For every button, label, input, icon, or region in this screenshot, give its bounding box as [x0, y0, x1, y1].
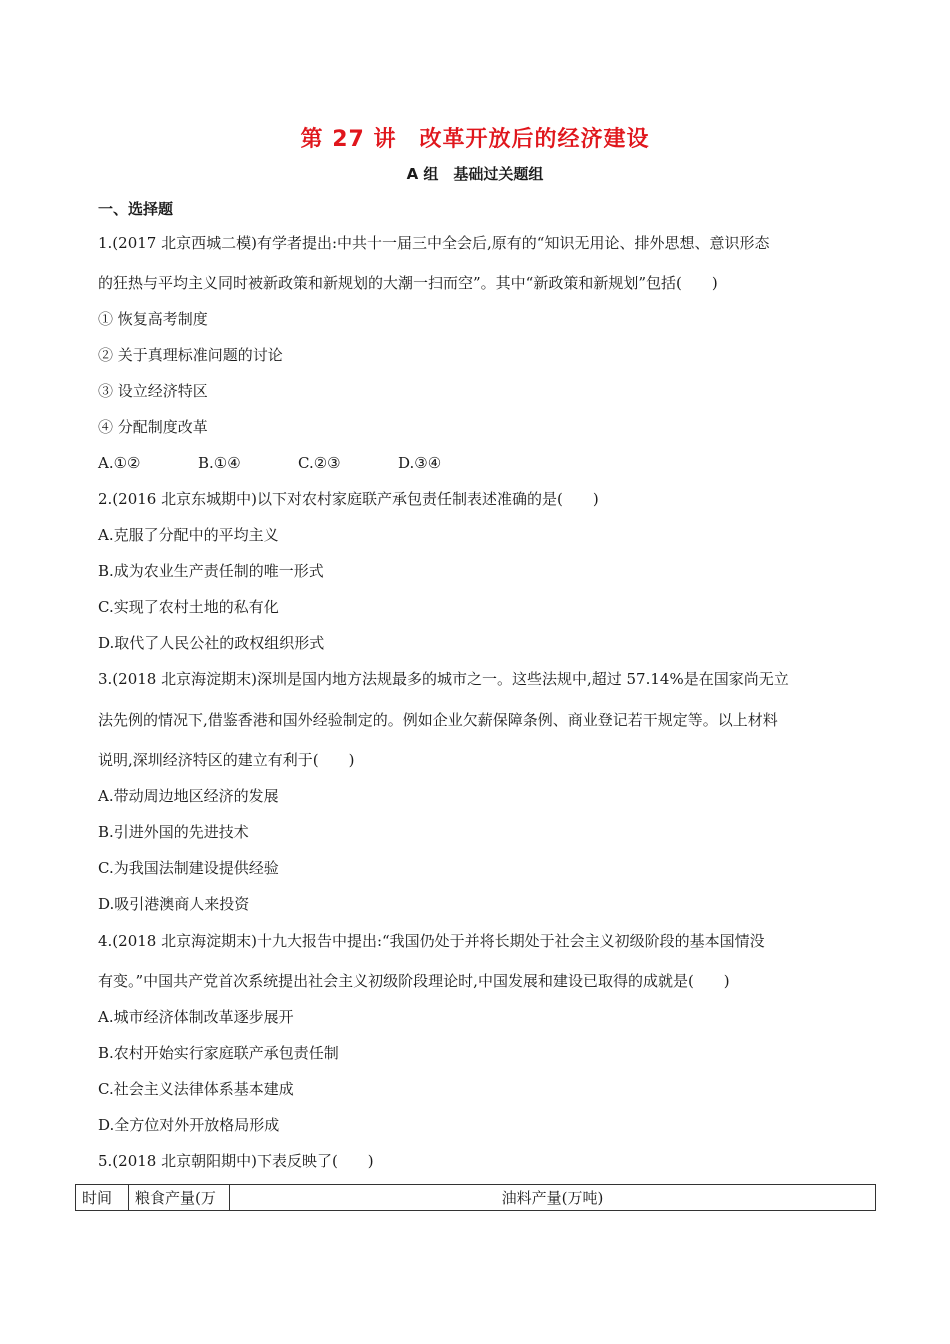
q5-stem: 5.(2018 北京朝阳期中)下表反映了( ) — [98, 1152, 374, 1170]
q1-item-1: ① 恢复高考制度 — [98, 310, 208, 328]
q4-option-b[interactable]: B.农村开始实行家庭联产承包责任制 — [98, 1044, 339, 1062]
q3-stem-line2: 法先例的情况下,借鉴香港和国外经验制定的。例如企业欠薪保障条例、商业登记若干规定等。以上材料 — [98, 711, 778, 729]
q4-stem-line1: 4.(2018 北京海淀期末)十九大报告中提出:“我国仍处于并将长期处于社会主义初级阶段的基本国情没 — [98, 932, 765, 950]
q3-option-d[interactable]: D.吸引港澳商人来投资 — [98, 895, 250, 913]
q1-stem-line2: 的狂热与平均主义同时被新政策和新规划的大潮一扫而空”。其中“新政策和新规划”包括( ) — [98, 274, 718, 292]
table-header-cell: 时间 — [76, 1185, 129, 1211]
q2-option-b[interactable]: B.成为农业生产责任制的唯一形式 — [98, 562, 324, 580]
q3-stem-line1: 3.(2018 北京海淀期末)深圳是国内地方法规最多的城市之一。这些法规中,超过 57.14%是在国家尚无立 — [98, 670, 789, 688]
q1-option-c[interactable]: C.②③ — [298, 454, 341, 472]
q2-option-d[interactable]: D.取代了人民公社的政权组织形式 — [98, 634, 325, 652]
q1-stem-line1: 1.(2017 北京西城二模)有学者提出:中共十一届三中全会后,原有的“知识无用论、排外思想、意识形态 — [98, 234, 770, 252]
q2-option-a[interactable]: A.克服了分配中的平均主义 — [98, 526, 279, 544]
q4-option-a[interactable]: A.城市经济体制改革逐步展开 — [98, 1008, 294, 1026]
q2-option-c[interactable]: C.实现了农村土地的私有化 — [98, 598, 279, 616]
table-header-cell: 粮食产量(万 — [129, 1185, 230, 1211]
q1-item-4: ④ 分配制度改革 — [98, 418, 208, 436]
q3-option-c[interactable]: C.为我国法制建设提供经验 — [98, 859, 279, 877]
q1-option-b[interactable]: B.①④ — [198, 454, 241, 472]
q1-options — [98, 453, 498, 473]
q3-stem-line3: 说明,深圳经济特区的建立有利于( ) — [98, 751, 355, 769]
section-heading: 一、选择题 — [98, 200, 174, 218]
q2-stem: 2.(2016 北京东城期中)以下对农村家庭联产承包责任制表述准确的是( ) — [98, 490, 599, 508]
q4-stem-line2: 有变。”中国共产党首次系统提出社会主义初级阶段理论时,中国发展和建设已取得的成就是( ) — [98, 972, 730, 990]
q1-item-3: ③ 设立经济特区 — [98, 382, 208, 400]
group-subtitle: A 组 基础过关题组 — [406, 165, 544, 183]
table-header-row — [76, 1185, 876, 1211]
q3-option-a[interactable]: A.带动周边地区经济的发展 — [98, 787, 279, 805]
q4-option-d[interactable]: D.全方位对外开放格局形成 — [98, 1116, 280, 1134]
table-header-cell: 油料产量(万吨) — [230, 1185, 876, 1211]
q1-item-2: ② 关于真理标准问题的讨论 — [98, 346, 283, 364]
q1-option-d[interactable]: D.③④ — [398, 454, 442, 472]
q1-option-a[interactable]: A.①② — [98, 454, 141, 472]
q3-option-b[interactable]: B.引进外国的先进技术 — [98, 823, 249, 841]
q5-data-table — [75, 1184, 876, 1211]
q4-option-c[interactable]: C.社会主义法律体系基本建成 — [98, 1080, 294, 1098]
page-title: 第 27 讲 改革开放后的经济建设 — [300, 127, 650, 152]
